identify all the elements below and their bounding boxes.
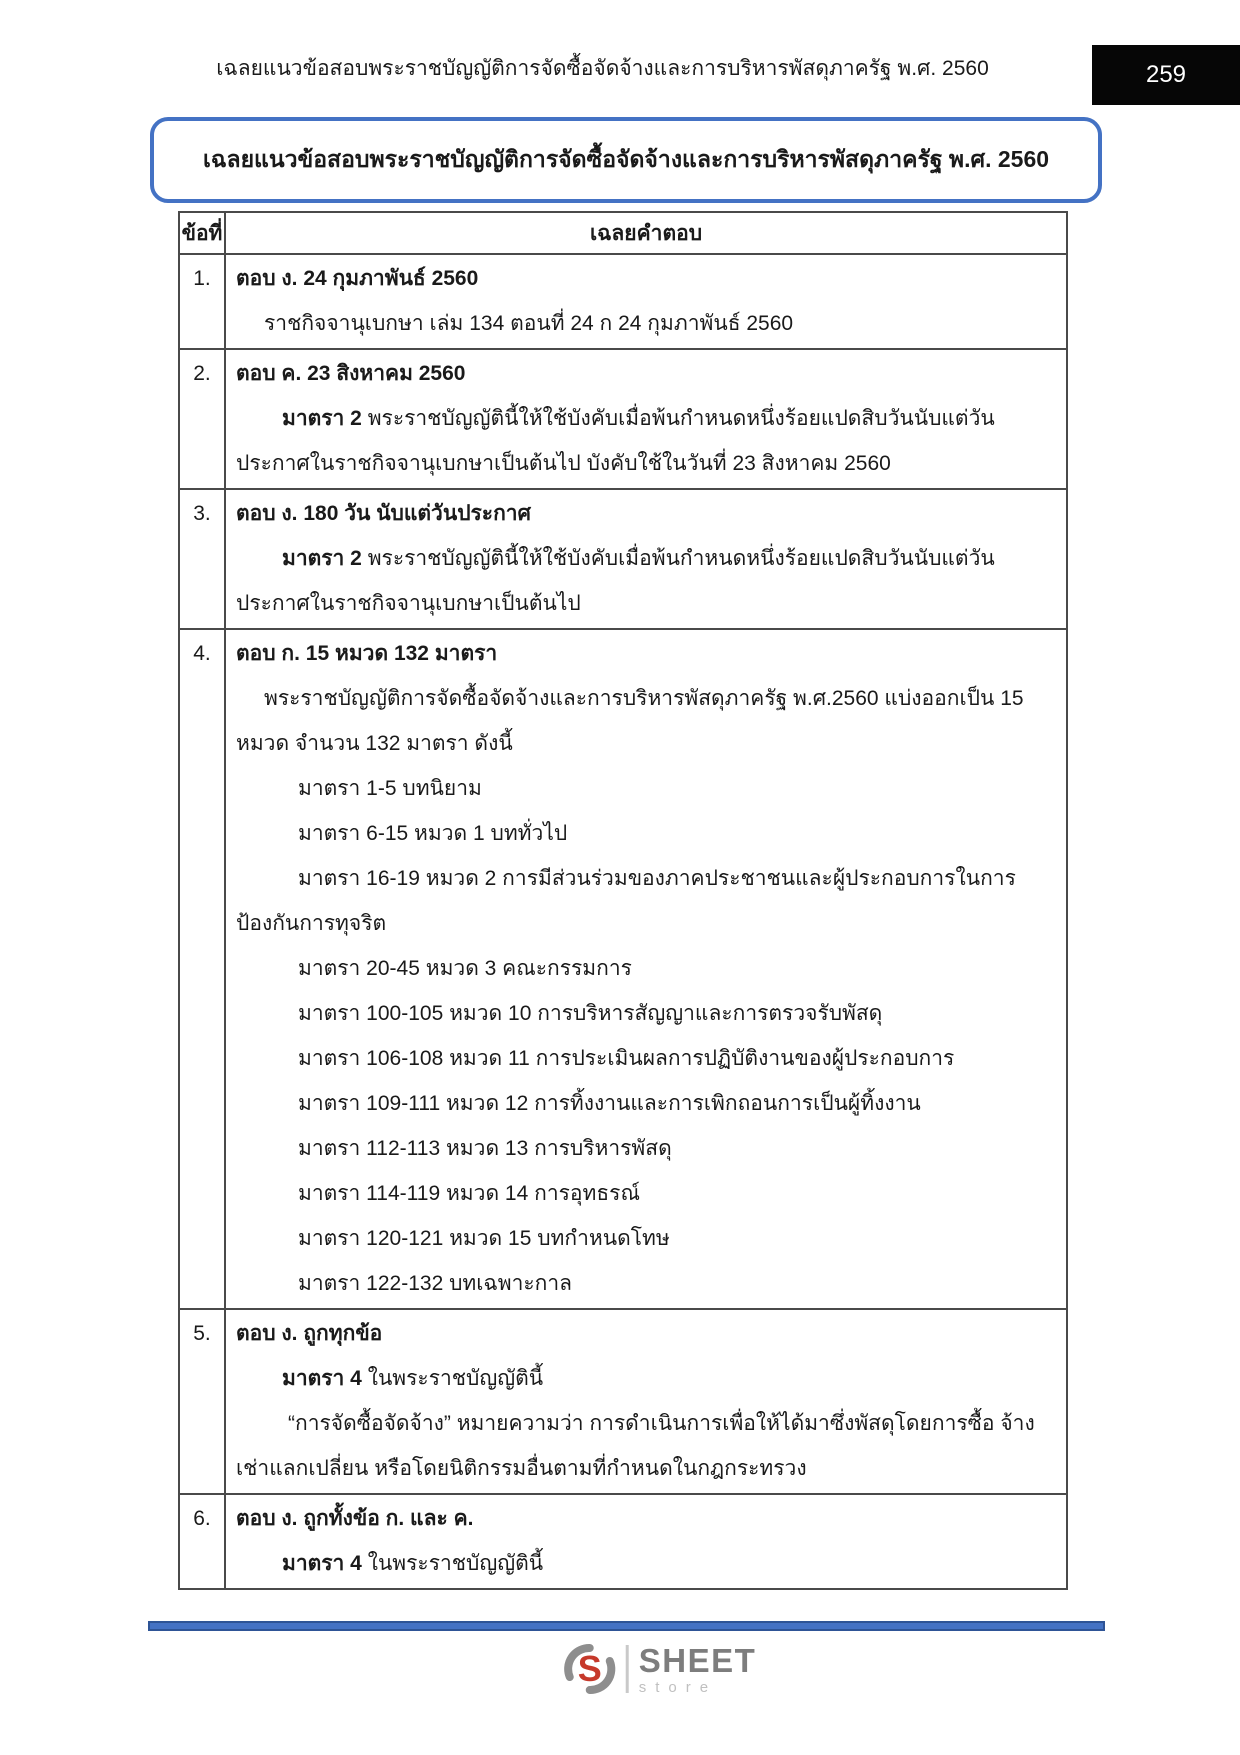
table-row (179, 629, 1067, 1309)
answer-text: มาตรา 16-19 หมวด 2 การมีส่วนร่วมของภาคประชาชนและผู้ประกอบการในการ (298, 867, 1016, 890)
question-number-cell: 3. (179, 489, 225, 629)
answer-line (236, 1311, 1056, 1356)
answer-text: ป้องกันการทุจริต (236, 912, 387, 935)
answer-text: ในพระราชบัญญัตินี้ (361, 1552, 544, 1575)
answer-text: ตอบ ง. 180 วัน นับแต่วันประกาศ (236, 502, 531, 525)
answer-line (236, 1126, 1056, 1171)
answer-text: ประกาศในราชกิจจานุเบกษาเป็นต้นไป บังคับใช้ในวันที่ 23 สิงหาคม 2560 (236, 452, 891, 475)
answer-text: ราชกิจจานุเบกษา เล่ม 134 ตอนที่ 24 ก 24 กุมภาพันธ์ 2560 (264, 312, 794, 335)
answer-text: มาตรา 109-111 หมวด 12 การทิ้งงานและการเพิกถอนการเป็นผู้ทิ้งงาน (298, 1092, 921, 1115)
answer-line (236, 396, 1056, 441)
answer-text: มาตรา 114-119 หมวด 14 การอุทธรณ์ (298, 1182, 640, 1205)
answer-cell (225, 629, 1067, 1309)
answer-line (236, 1036, 1056, 1081)
answer-text: “การจัดซื้อจัดจ้าง” หมายความว่า การดำเนินการเพื่อให้ได้มาซึ่งพัสดุโดยการซื้อ จ้าง (288, 1412, 1035, 1435)
answer-line (236, 1496, 1056, 1541)
answer-text: ประกาศในราชกิจจานุเบกษาเป็นต้นไป (236, 592, 581, 615)
answer-line (236, 946, 1056, 991)
answers-table (178, 211, 1068, 1590)
answer-cell (225, 489, 1067, 629)
question-number-cell: 6. (179, 1494, 225, 1589)
svg-text:S: S (577, 1648, 602, 1689)
answer-text: มาตรา 20-45 หมวด 3 คณะกรรมการ (298, 957, 632, 980)
answer-line (236, 491, 1056, 536)
answer-line (236, 991, 1056, 1036)
answer-line (236, 1081, 1056, 1126)
answer-line (236, 721, 1056, 766)
answer-line (236, 581, 1056, 626)
answer-text: ตอบ ค. 23 สิงหาคม 2560 (236, 362, 466, 385)
answer-text: มาตรา 100-105 หมวด 10 การบริหารสัญญาและการตรวจรับพัสดุ (298, 1002, 883, 1025)
answer-text: เช่าแลกเปลี่ยน หรือโดยนิติกรรมอื่นตามที่กำหนดในกฎกระทรวง (236, 1457, 807, 1480)
answer-line (236, 631, 1056, 676)
table-row (179, 1309, 1067, 1494)
answer-text: ตอบ ง. 24 กุมภาพันธ์ 2560 (236, 267, 479, 290)
answer-line (236, 676, 1056, 721)
title-box (150, 117, 1102, 203)
table-row (179, 254, 1067, 349)
section-ref: มาตรา 2 (282, 407, 362, 430)
brand-logo (564, 1643, 757, 1695)
answer-line (236, 1446, 1056, 1491)
answer-line (236, 351, 1056, 396)
answer-line (236, 856, 1056, 901)
section-ref: มาตรา 4 (282, 1552, 362, 1575)
table-row (179, 1494, 1067, 1589)
answer-text: มาตรา 6-15 หมวด 1 บททั่วไป (298, 822, 568, 845)
answer-text: ในพระราชบัญญัตินี้ (361, 1367, 544, 1390)
brand-subtitle: store (638, 1678, 718, 1696)
answer-text: มาตรา 112-113 หมวด 13 การบริหารพัสดุ (298, 1137, 672, 1160)
answer-line (236, 901, 1056, 946)
col-header-answer: เฉลยคำตอบ (225, 212, 1067, 254)
answer-line (236, 1401, 1056, 1446)
answer-line (236, 1171, 1056, 1216)
section-ref: มาตรา 2 (282, 547, 362, 570)
answer-text: ตอบ ก. 15 หมวด 132 มาตรา (236, 642, 498, 665)
answer-text: พระราชบัญญัตินี้ให้ใช้บังคับเมื่อพ้นกำหนดหนึ่งร้อยแปดสิบวันนับแต่วัน (361, 407, 995, 430)
answer-cell (225, 1494, 1067, 1589)
question-number-cell: 4. (179, 629, 225, 1309)
answer-cell (225, 349, 1067, 489)
answer-line (236, 301, 1056, 346)
brand-text (638, 1641, 757, 1696)
page-title: เฉลยแนวข้อสอบพระราชบัญญัติการจัดซื้อจัดจ้างและการบริหารพัสดุภาครัฐ พ.ศ. 2560 (202, 146, 1050, 172)
brand-name: SHEET (638, 1641, 757, 1679)
answer-line (236, 256, 1056, 301)
answer-cell (225, 1309, 1067, 1494)
answer-line (236, 811, 1056, 856)
answer-line (236, 1216, 1056, 1261)
answer-text: ตอบ ง. ถูกทุกข้อ (236, 1322, 383, 1345)
answer-text: มาตรา 120-121 หมวด 15 บทกำหนดโทษ (298, 1227, 670, 1250)
table-header-row (179, 212, 1067, 254)
answer-text: ตอบ ง. ถูกทั้งข้อ ก. และ ค. (236, 1507, 474, 1530)
page-number: 259 (1145, 61, 1187, 88)
question-number-cell: 1. (179, 254, 225, 349)
answer-text: มาตรา 106-108 หมวด 11 การประเมินผลการปฏิบัติงานของผู้ประกอบการ (298, 1047, 955, 1070)
answer-line (236, 536, 1056, 581)
footer-divider (148, 1621, 1105, 1631)
answer-line (236, 766, 1056, 811)
table-row (179, 489, 1067, 629)
section-ref: มาตรา 4 (282, 1367, 362, 1390)
answer-text: พระราชบัญญัตินี้ให้ใช้บังคับเมื่อพ้นกำหนดหนึ่งร้อยแปดสิบวันนับแต่วัน (361, 547, 995, 570)
question-number-cell: 5. (179, 1309, 225, 1494)
answer-line (236, 1261, 1056, 1306)
question-number-cell: 2. (179, 349, 225, 489)
answer-cell (225, 254, 1067, 349)
answer-text: พระราชบัญญัติการจัดซื้อจัดจ้างและการบริหารพัสดุภาครัฐ พ.ศ.2560 แบ่งออกเป็น 15 (264, 687, 1024, 710)
answer-line (236, 441, 1056, 486)
answer-text: มาตรา 1-5 บทนิยาม (298, 777, 482, 800)
answer-text: มาตรา 122-132 บทเฉพาะกาล (298, 1272, 573, 1295)
running-head: เฉลยแนวข้อสอบพระราชบัญญัติการจัดซื้อจัดจ้างและการบริหารพัสดุภาครัฐ พ.ศ. 2560 (216, 57, 989, 80)
col-header-question-number: ข้อที่ (179, 212, 225, 254)
answer-line (236, 1541, 1056, 1586)
table-row (179, 349, 1067, 489)
answer-text: หมวด จำนวน 132 มาตรา ดังนี้ (236, 732, 513, 755)
logo-divider (626, 1645, 629, 1693)
answer-line (236, 1356, 1056, 1401)
sheet-store-s-swoosh-icon (564, 1643, 616, 1695)
page-number-badge (1092, 45, 1240, 105)
